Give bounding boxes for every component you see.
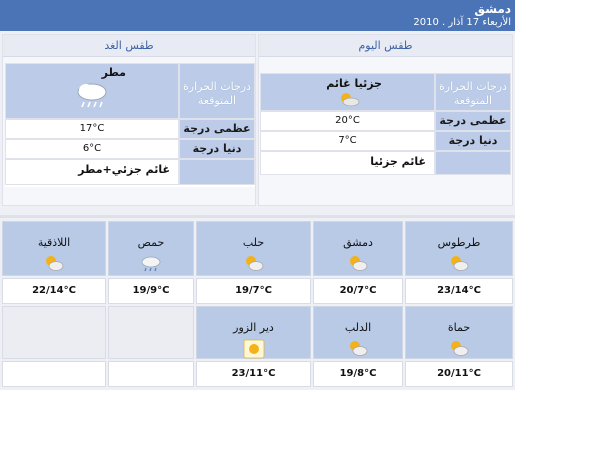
city-name: حماة <box>447 321 471 334</box>
city-tile[interactable] <box>405 306 513 359</box>
city-name: الدلب <box>344 321 372 334</box>
tomorrow-min: 6°C <box>5 139 179 159</box>
partly-cloudy-icon <box>348 339 368 357</box>
city-temp: 20/7°C <box>313 278 403 304</box>
today-condition-cell <box>260 73 435 111</box>
tomorrow-min-label: دنيا درجة <box>179 139 255 159</box>
today-max: 20°C <box>260 111 435 131</box>
sunny-icon <box>243 339 265 359</box>
city-temp: 23/14°C <box>405 278 513 304</box>
partly-cloudy-icon <box>449 254 469 272</box>
empty-cell <box>108 306 194 359</box>
today-expected-label: درجات الحرارة المتوقعة <box>435 73 511 111</box>
city-name: حمص <box>137 236 165 249</box>
partly-cloudy-icon <box>449 339 469 357</box>
date-text: الأربعاء 17 آذار . 2010 <box>413 17 511 28</box>
tomorrow-forecast <box>5 63 255 187</box>
tomorrow-summary: غائم جزئي+مطر <box>5 159 179 185</box>
city-title[interactable]: دمشق <box>474 2 511 16</box>
partly-cloudy-icon <box>244 254 264 272</box>
today-max-label: عظمى درجة <box>435 111 511 131</box>
cities-grid <box>0 215 515 387</box>
city-tile[interactable] <box>196 306 311 359</box>
city-temp: 23/11°C <box>196 361 311 387</box>
city-temp: 22/14°C <box>2 278 106 304</box>
tomorrow-title: طقس الغد <box>3 35 255 57</box>
rain-cloud-icon <box>74 80 110 110</box>
partly-cloudy-icon <box>44 254 64 272</box>
tomorrow-panel <box>2 34 256 206</box>
partly-cloudy-icon <box>338 91 360 107</box>
rain-cloud-icon <box>140 254 162 272</box>
tomorrow-condition-cell <box>5 63 179 119</box>
today-summary: غائم جزئيا <box>260 151 435 175</box>
tomorrow-summary-label <box>179 159 255 185</box>
city-temp: 19/7°C <box>196 278 311 304</box>
city-tile[interactable] <box>196 221 311 276</box>
tomorrow-max: 17°C <box>5 119 179 139</box>
city-name: حلب <box>242 236 265 249</box>
city-tile[interactable] <box>405 221 513 276</box>
today-min: 7°C <box>260 131 435 151</box>
city-tile[interactable] <box>108 221 194 276</box>
header-bar <box>0 0 515 31</box>
today-forecast <box>260 73 511 175</box>
city-tile[interactable] <box>313 306 403 359</box>
city-name: دمشق <box>343 236 373 249</box>
empty-cell <box>108 361 194 387</box>
today-summary-label <box>435 151 511 175</box>
today-condition: جزئيا غائم <box>326 77 382 90</box>
today-min-label: دنيا درجة <box>435 131 511 151</box>
partly-cloudy-icon <box>348 254 368 272</box>
city-temp: 19/8°C <box>313 361 403 387</box>
empty-cell <box>2 306 106 359</box>
tomorrow-expected-label: درجات الحرارة المتوقعة <box>179 63 255 119</box>
city-tile[interactable] <box>313 221 403 276</box>
today-panel <box>258 34 513 206</box>
tomorrow-max-label: عظمى درجة <box>179 119 255 139</box>
city-temp: 19/9°C <box>108 278 194 304</box>
city-tile[interactable] <box>2 221 106 276</box>
city-name: طرطوس <box>437 236 481 249</box>
today-title: طقس اليوم <box>259 35 512 57</box>
city-temp: 20/11°C <box>405 361 513 387</box>
city-name: دير الزور <box>233 321 274 334</box>
city-name: اللاذقية <box>37 236 71 249</box>
tomorrow-condition: مطر <box>101 66 126 79</box>
empty-cell <box>2 361 106 387</box>
